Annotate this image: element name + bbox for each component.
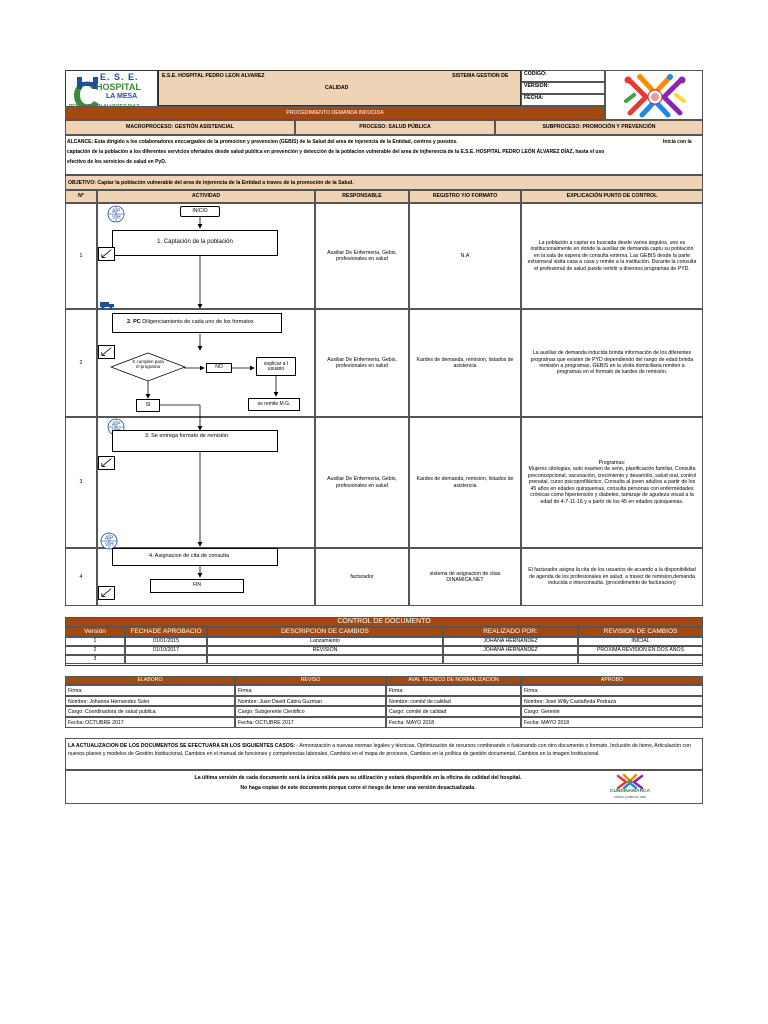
control-header-version-text: Versión (84, 627, 106, 635)
row1-registro (409, 203, 521, 309)
system-label: SISTEMA GESTION DE (452, 73, 509, 79)
codigo-label: CÓDIGO: (524, 71, 547, 77)
control-header-version (65, 627, 125, 637)
row4-responsable-text: facturador (350, 573, 374, 580)
row2-explicacion-text: La auxiliar de demanda inducida brinda información de los diferentes programas que existen de PYD dependiendo del rango de edad brinda remisión a programas, GEBIS en la visita domiciliaria remiten a programas en el formato de kardex de remisión. (530, 350, 694, 376)
actualizacion-cell (65, 738, 703, 770)
approval-cell (521, 706, 703, 717)
alcance-line1: ALCANCE: Esta dirigido a los colaboradores enccargados de la promocion y prevencion (GEBIS) de la Salud del area de injerencia de la Entidad, centros y puestos. (67, 139, 458, 145)
document-corner-icon (98, 456, 115, 470)
control-cell-text: 01/01/2015 (153, 638, 179, 645)
approval-cell-text: Cargo: Subgerente Cientifico (238, 709, 305, 716)
approval-cell (235, 717, 386, 728)
approval-cell (521, 696, 703, 707)
control-header-descripcion (207, 627, 443, 637)
approval-cell-text: Firma: (68, 688, 83, 694)
row2-explicacion (521, 309, 703, 417)
control-cell (65, 637, 125, 646)
row1-registro-text: N.A (460, 252, 470, 259)
control-header-revision-text: REVISION DE CAMBIOS (603, 627, 678, 635)
step1-box (112, 230, 278, 256)
row1-actividad (97, 203, 315, 309)
approval-header-reviso (235, 676, 386, 685)
explicar-text: explicar a l usuario (264, 360, 288, 372)
control-cell (207, 637, 443, 646)
row4-registro-text: sistema de asignacion de citas DINAMICA.NET (429, 570, 501, 583)
remite-text: se remite M.G. (257, 400, 291, 407)
step4-text: 4. Asignacion de cita de consulta (149, 553, 230, 560)
remite-box (248, 398, 300, 411)
no-text: NO (215, 364, 223, 371)
col-header-num (65, 190, 97, 203)
row3-registro-text: Kardes de demanda, remision, listados de asistencia (416, 476, 514, 489)
objetivo (65, 175, 703, 190)
approval-cell (386, 685, 521, 696)
row2-responsable (315, 309, 409, 417)
row3-responsable (315, 417, 409, 548)
col-header-explicacion-text: EXPLICACIÓN PUNTO DE CONTROL (566, 193, 658, 200)
step2-box (112, 313, 282, 333)
actualizacion-text: - Armonización a nuevas normas legales y técnicas, Optimización de recursos combinando o fusionando con otro documento o formato, Inclusión de items, Articulación con nuevos planes y modelos de Gestión Institucional, Cambios en el manual de funciones y competencias laborales, Cambios en el mapa de procesos, Cambios en la política de gestión documental, Cambios en la imagen Institucional. (68, 743, 691, 758)
no-box (206, 363, 232, 373)
svg-text:V: V (112, 215, 116, 221)
procedure-title (65, 106, 605, 120)
control-cell-text: 2 (93, 647, 97, 654)
col-header-num-text: Nº (78, 193, 84, 200)
control-cell-text: INICIAL (631, 638, 650, 645)
macroproceso (65, 120, 295, 135)
control-cell-text: 3 (93, 656, 97, 663)
control-header-revision (578, 627, 703, 637)
row2-responsable-text: Auxiliar De Enfermeria, Gebis, profesionales en salud (327, 356, 397, 369)
svg-text:H: H (110, 542, 114, 548)
approval-cell-text: Firma: (238, 688, 253, 694)
row1-responsable-text: Auxiliar De Enfermeria, Gebis, profesionales en salud (327, 249, 397, 262)
control-cell (65, 655, 125, 664)
row2-registro (409, 309, 521, 417)
svg-text:P: P (117, 421, 121, 428)
footer-line1: La última versión de cada documento será la única válida para su utilización y estará disponible en la oficina de calidad del hospital. (194, 775, 522, 781)
approval-cell-text: Cargo: Coordinadora de salud publica. (68, 709, 157, 716)
logo-ese-text: E. S. E. (100, 72, 139, 82)
control-cell-text: Lanzamiento (310, 638, 340, 645)
document-corner-icon (98, 586, 115, 600)
row4-num-text: 4 (79, 573, 83, 580)
col-header-responsable-text: RESPONSABLE (342, 193, 382, 200)
col-header-registro-text: REGISTRO Y/O FORMATO (432, 193, 498, 200)
approval-cell (235, 685, 386, 696)
row3-num (65, 417, 97, 548)
approval-cell-text: Firma: (524, 688, 539, 694)
approval-cell-text: Cargo: comité de calidad (389, 709, 447, 716)
row2-registro-text: Kardes de demanda, remision, listados de asistencia (416, 356, 514, 369)
control-header-descripcion-text: DESCRIPCION DE CAMBIOS (281, 627, 369, 635)
document-corner-icon (98, 247, 115, 261)
control-cell (125, 655, 207, 664)
row4-explicacion-text: El facturador asigna la cita de los usuarios de acuerdo a la disponibilidad de agenda de los profesionales en salud, a travez de remision,demanda inducida o interconsulta. (procedimeinto de facturacion) (528, 567, 696, 587)
proceso-text: PROCESO: SALUD PÚBLICA (359, 124, 431, 131)
svg-text:V: V (105, 542, 109, 548)
approval-cell-text: Cargo: Gerente (524, 709, 560, 716)
approval-header-elaboro (65, 676, 235, 685)
col-header-actividad (97, 190, 315, 203)
row3-explicacion (521, 417, 703, 548)
row3-explicacion-text: Programas: Mujeres citologias, auto examen de seno, planificación familiar, Consulta preconcepcional, vacunación, crecimiento y desarrollo, salud oral, control prenatal, curso psicoprofiláctico, Consulta al joven adultos a partir de los 45 años en edades quinquenias, consulta personas con enfermedades crónicas como hipertensión y diabetes, tamizaje de agudeza visual a la edad de 4-7-11-16 y a partir de los 45 en edades quinquenias. (527, 460, 697, 505)
objetivo-text: OBJETIVO: Captar la población vulnerable del area de injerencia de la Entidad a traves de la promoción de la Salud. (68, 180, 354, 186)
approval-cell-text: Fecha: MAYO 2018 (524, 720, 570, 727)
control-cell (207, 655, 443, 664)
approval-cell (65, 717, 235, 728)
approval-cell-text: Fecha: OCTUBRE 2017 (68, 720, 124, 727)
decision-text: X cumplen para el programa (132, 359, 164, 369)
si-text: SI (145, 401, 151, 408)
subproceso (495, 120, 703, 135)
fin-text: FIN (192, 582, 202, 589)
control-header-fecha (125, 627, 207, 637)
approval-cell (521, 717, 703, 728)
control-cell-text: JOHANA HERNANDEZ (483, 647, 538, 654)
col-header-actividad-text: ACTIVIDAD (191, 193, 221, 200)
approval-cell-text: Fecha: OCTUBRE 2017 (238, 720, 294, 727)
approval-cell (521, 685, 703, 696)
cundinamarca-icon (606, 773, 654, 789)
codigo-cell (521, 70, 605, 82)
control-cell (443, 655, 578, 664)
cundinamarca-sub: unidos podemos más (613, 795, 647, 799)
row2-num (65, 309, 97, 417)
control-cell (207, 646, 443, 655)
approval-cell-text: Fecha: MAYO 2018 (389, 720, 435, 727)
control-cell (65, 646, 125, 655)
row1-explicacion-text: La población a captar es buscada desde varios ángulos, uno es institucionalmente en donde la auxiliar de demanda captu su población en la sala de espera de consulta externa. Las GEBIS desde la parte extramural visita casa a casa y remite a la institución. Durante la consulta el profesional de salud puede remitir a diversos programas de PYD. (527, 239, 697, 272)
approval-cell (65, 696, 235, 707)
alcance-line1-right: Inicia con la (663, 139, 692, 145)
approval-header-reviso-text: REVISO (300, 677, 321, 684)
procedure-title-text: PROCEDIMIENTO DEMANDA INDUCIDA (286, 109, 384, 116)
approval-cell (386, 696, 521, 707)
control-cell-text: PROXIMA REVISION EN DOS AÑOS (596, 647, 685, 654)
row1-num-text: 1 (79, 252, 83, 259)
approval-cell (386, 717, 521, 728)
right-logo-cell (605, 70, 703, 120)
control-title-text: CONTROL DE DOCUMENTO (337, 617, 431, 625)
row4-num (65, 548, 97, 606)
si-box (136, 399, 160, 412)
control-cell-text: 01/10/2017 (153, 647, 179, 654)
svg-text:H: H (117, 215, 121, 221)
approval-cell-text: Nombre: Johanna Hernandez Soler (68, 698, 150, 705)
col-header-registro (409, 190, 521, 203)
approval-cell (235, 706, 386, 717)
row1-responsable (315, 203, 409, 309)
svg-text:A: A (112, 208, 116, 215)
alcance-line2: captación de la población a los diferentes servicios ofertados desde salud publica en prevención y detección de la poblacion vulnerable del area de injherencia de la E.S.E. HOSPITAL PEDRO LEÓN ÁLVAREZ DÍAZ, hasta el uso (67, 149, 605, 155)
alcance-line3: efectivo de los servicios de salud en PyD. (67, 159, 167, 165)
version-label: VERSIÓN: (524, 83, 550, 89)
svg-text:A: A (105, 535, 109, 542)
row4-registro (409, 548, 521, 606)
control-header-realizado-text: REALIZADO POR: (483, 627, 538, 635)
row2-num-text: 2 (79, 359, 83, 366)
step3-box (112, 430, 278, 452)
row4-explicacion (521, 548, 703, 606)
actualizacion-bold: LA ACTUALIZACION DE LOS DOCUMENTOS SE EFECTUARA EN LOS SIGUIENTES CASOS: (68, 743, 296, 749)
approval-header-aval (386, 676, 521, 685)
inicio-terminal (180, 206, 220, 217)
row3-responsable-text: Auxiliar De Enfermeria, Gebis, profesionales en salud (327, 476, 397, 489)
row4-responsable (315, 548, 409, 606)
control-cell-text: REVISION (312, 647, 338, 654)
truck-icon (100, 297, 116, 306)
svg-text:A: A (112, 421, 116, 428)
step1-text: 1. Captación de la población (157, 239, 233, 246)
approval-header-elaboro-text: ELABORÓ (137, 677, 163, 684)
control-cell (125, 637, 207, 646)
fecha-label: FECHA: (524, 95, 544, 101)
decision-diamond (110, 352, 186, 382)
logo-hospital-text: HOSPITAL (96, 82, 141, 92)
control-cell (578, 637, 703, 646)
cundinamarca-logo (606, 773, 654, 801)
approval-cell-text: Nombre: Juan David Cabra Guzman (238, 698, 322, 705)
approval-cell (65, 685, 235, 696)
control-cell (578, 646, 703, 655)
macroproceso-text: MACROPROCESO: GESTIÓN ASISTENCIAL (126, 124, 234, 131)
approval-header-aval-text: AVAL TECNICO DE NORMALIZACION (408, 677, 499, 684)
phva-icon (107, 205, 125, 223)
fin-terminal (150, 579, 244, 593)
logo-mesa-text: LA MESA (106, 93, 138, 100)
version-cell (521, 82, 605, 94)
svg-text:P: P (110, 535, 114, 542)
control-cell (443, 637, 578, 646)
fecha-cell (521, 94, 605, 106)
row1-num (65, 203, 97, 309)
control-cell-text: JOHANA HERNANDEZ (483, 638, 538, 645)
colorful-logo-icon (606, 71, 703, 120)
approval-cell (65, 706, 235, 717)
subproceso-text: SUBPROCESO: PROMOCIÓN Y PREVENCIÓN (542, 124, 656, 131)
control-title (65, 617, 703, 627)
footer-line2: No haga copias de este documento porque corre el riesgo de tener una versión desactualizada. (240, 785, 476, 791)
control-header-realizado (443, 627, 578, 637)
control-cell (578, 655, 703, 664)
inicio-text: INICIO (192, 207, 208, 214)
explicar-box (256, 357, 296, 376)
control-cell (443, 646, 578, 655)
calidad-label: CALIDAD (325, 85, 349, 91)
col-header-explicacion (521, 190, 703, 203)
cundinamarca-text: CUNDINAMARCA (610, 789, 650, 794)
step2-text: Diligenciamiento de cada uno de los formatos (142, 319, 254, 326)
step3-text: 3. Se entrega formato de remisión (145, 433, 229, 439)
control-cell (125, 646, 207, 655)
approval-cell-text: Firma: (389, 688, 404, 694)
row3-registro (409, 417, 521, 548)
svg-text:P: P (117, 208, 121, 215)
approval-header-aprobo-text: APROBÓ (600, 677, 624, 684)
approval-header-aprobo (521, 676, 703, 685)
step4-box (112, 548, 278, 566)
proceso (295, 120, 495, 135)
approval-cell-text: Nombre: José Willy Castañeda Pedraza (524, 698, 616, 705)
approval-cell (386, 706, 521, 717)
control-cell-text: 1 (93, 638, 97, 645)
hospital-name: E.S.E. HOSPITAL PEDRO LEON ALVAREZ (162, 73, 265, 79)
row3-num-text: 3 (79, 479, 83, 486)
row1-explicacion (521, 203, 703, 309)
approval-cell (235, 696, 386, 707)
approval-cell-text: Nombre: comité de calidad (389, 698, 451, 705)
control-header-fecha-text: FECHADE APROBACIO (130, 627, 202, 635)
step2-bold: 2. PC (127, 319, 141, 326)
col-header-responsable (315, 190, 409, 203)
